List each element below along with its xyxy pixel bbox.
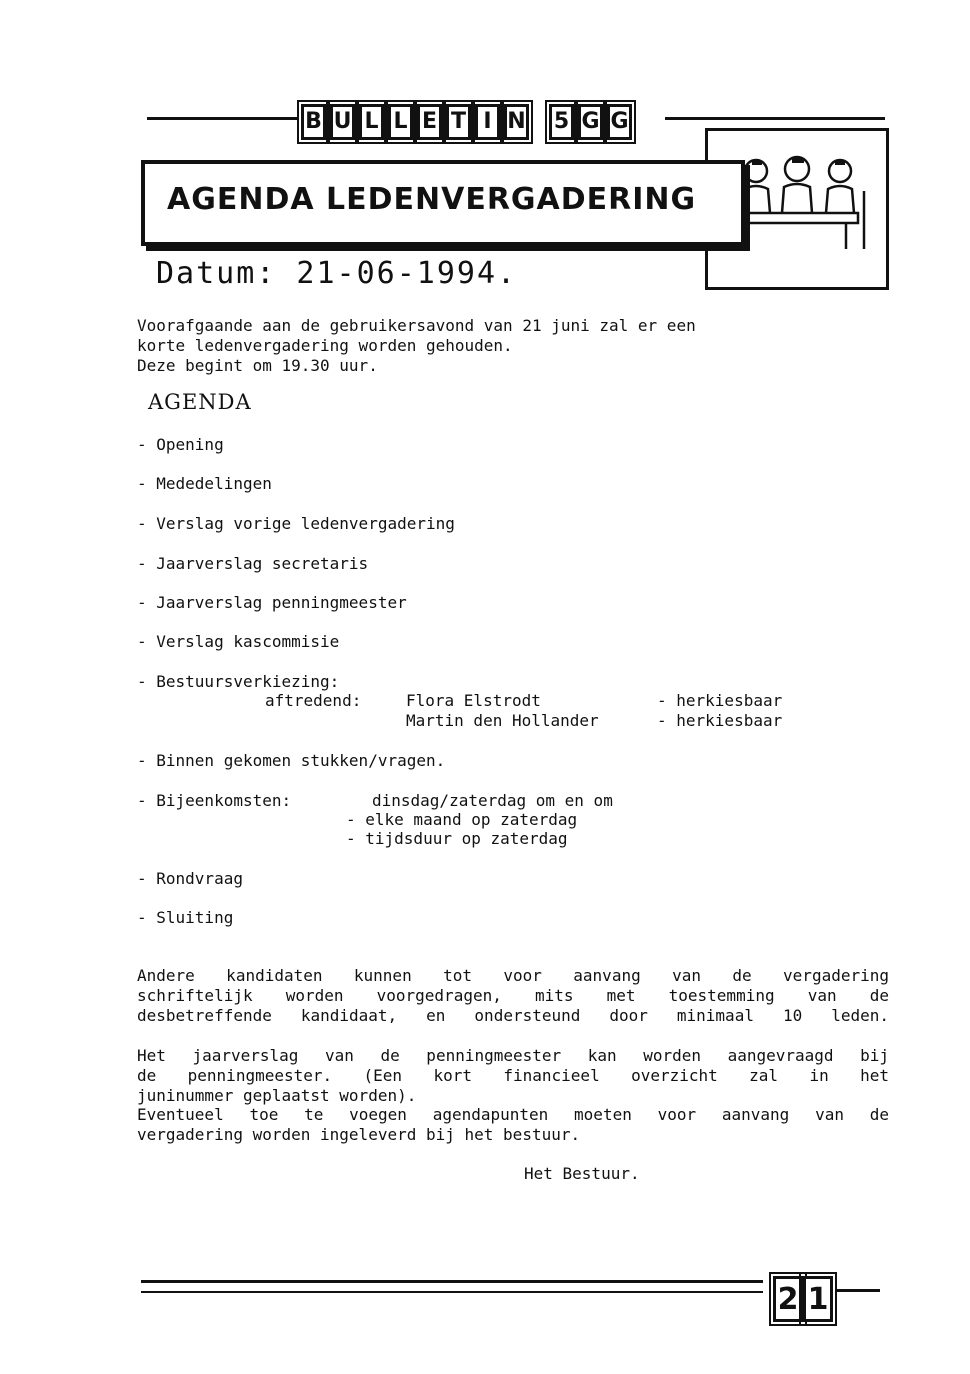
page-number-digit: 2	[773, 1276, 803, 1322]
title-banner	[141, 160, 745, 246]
agenda-item: - Bestuursverkiezing:	[137, 672, 340, 691]
intro-line: Deze begint om 19.30 uur.	[137, 356, 378, 375]
meeting-date: Datum: 21-06-1994.	[156, 256, 518, 291]
masthead-letter: L	[388, 104, 413, 140]
masthead-letter: E	[417, 104, 442, 140]
kandidaten-paragraph	[137, 966, 889, 1026]
page-number-digit: 1	[803, 1276, 833, 1322]
masthead	[301, 104, 632, 140]
agenda-item: - Verslag vorige ledenvergadering	[137, 514, 455, 533]
header-rule-left	[147, 117, 297, 120]
agenda-item: - Opening	[137, 435, 224, 454]
page-title: AGENDA LEDENVERGADERING	[167, 182, 697, 217]
candidate-status: - herkiesbaar	[657, 711, 783, 730]
paragraph-line: schriftelijk worden voorgedragen, mits met toestemming van de	[137, 986, 889, 1005]
masthead-club-letter: 5	[549, 104, 574, 140]
masthead-club-letter: G	[607, 104, 632, 140]
paragraph-line: desbetreffende kandidaat, en ondersteund door minimaal 10 leden.	[137, 1006, 889, 1025]
agenda-item: - Sluiting	[137, 908, 234, 927]
bijeenkomsten-detail: dinsdag/zaterdag om en om	[372, 791, 613, 810]
footer-rule-top	[141, 1280, 763, 1283]
agenda-item: - Mededelingen	[137, 474, 272, 493]
footer-rule-bottom	[141, 1291, 763, 1293]
aftredend-label: aftredend:	[265, 691, 362, 710]
paragraph-line: Andere kandidaten kunnen tot voor aanvang van de vergadering	[137, 966, 889, 985]
paragraph-line: juninummer geplaatst worden).	[137, 1086, 417, 1105]
masthead-letter: U	[330, 104, 355, 140]
footer-rule-right	[836, 1289, 880, 1292]
paragraph-line: de penningmeester. (Een kort financieel overzicht zal in het	[137, 1066, 889, 1085]
agenda-item: - Verslag kascommisie	[137, 632, 340, 651]
agenda-heading: AGENDA	[148, 390, 252, 414]
masthead-letter: I	[475, 104, 500, 140]
agenda-item: - Bijeenkomsten:	[137, 791, 292, 810]
jaarverslag-paragraph	[137, 1046, 889, 1106]
bijeenkomsten-detail: - tijdsduur op zaterdag	[346, 829, 568, 848]
agendapunten-paragraph	[137, 1105, 889, 1145]
agenda-item: - Binnen gekomen stukken/vragen.	[137, 751, 446, 770]
intro-line: korte ledenvergadering worden gehouden.	[137, 336, 513, 355]
candidate-status: - herkiesbaar	[657, 691, 783, 710]
paragraph-line: Het jaarverslag van de penningmeester kan worden aangevraagd bij	[137, 1046, 889, 1065]
paragraph-line: vergadering worden ingeleverd bij het bestuur.	[137, 1125, 581, 1144]
candidate-name: Martin den Hollander	[406, 711, 599, 730]
agenda-item: - Jaarverslag penningmeester	[137, 593, 407, 612]
masthead-letter: B	[301, 104, 326, 140]
masthead-club-letter: G	[578, 104, 603, 140]
agenda-item: - Rondvraag	[137, 869, 243, 888]
header-rule-right	[665, 117, 885, 120]
signature: Het Bestuur.	[524, 1164, 640, 1183]
paragraph-line: Eventueel toe te voegen agendapunten moeten voor aanvang van de	[137, 1105, 889, 1124]
candidate-name: Flora Elstrodt	[406, 691, 541, 710]
masthead-letter: N	[504, 104, 529, 140]
masthead-letter: L	[359, 104, 384, 140]
masthead-letter: T	[446, 104, 471, 140]
agenda-item: - Jaarverslag secretaris	[137, 554, 369, 573]
bijeenkomsten-detail: - elke maand op zaterdag	[346, 810, 578, 829]
intro-line: Voorafgaande aan de gebruikersavond van 21 juni zal er een	[137, 316, 696, 335]
